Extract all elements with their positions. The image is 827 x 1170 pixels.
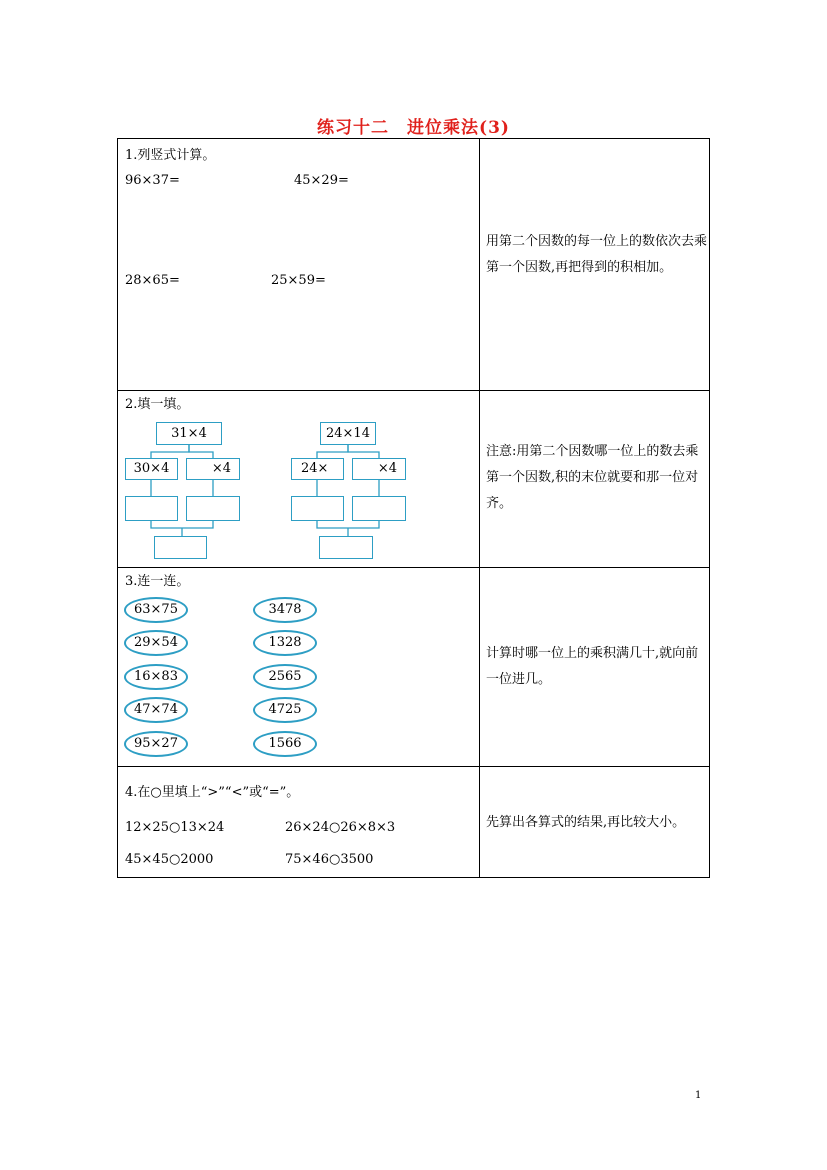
tree-1-answer-box-right[interactable] — [186, 496, 240, 521]
result-oval[interactable]: 4725 — [253, 697, 317, 723]
problem-45x29: 45×29= — [294, 173, 349, 188]
tree-1-answer-box-left[interactable] — [125, 496, 178, 521]
result-oval[interactable]: 2565 — [253, 664, 317, 690]
tree-1-right-box: ×4 — [186, 458, 240, 480]
section-3-heading: 3.连一连。 — [125, 574, 190, 589]
comparison-item: 12×25○13×24 — [125, 820, 225, 835]
result-oval[interactable]: 1566 — [253, 731, 317, 757]
tree-1-left-box: 30×4 — [125, 458, 178, 480]
tree-1-top-box: 31×4 — [156, 422, 222, 445]
tree-2-answer-box-total[interactable] — [319, 536, 373, 559]
problem-25x59: 25×59= — [271, 273, 326, 288]
section-1-note: 用第二个因数的每一位上的数依次去乘第一个因数,再把得到的积相加。 — [486, 234, 708, 275]
section-1-heading: 1.列竖式计算。 — [125, 148, 216, 163]
tree-2-top-box: 24×14 — [320, 422, 376, 445]
result-oval[interactable]: 1328 — [253, 630, 317, 656]
tree-1-answer-box-total[interactable] — [154, 536, 207, 559]
result-oval[interactable]: 3478 — [253, 597, 317, 623]
page-number: 1 — [695, 1090, 702, 1101]
section-2-heading: 2.填一填。 — [125, 397, 190, 412]
comparison-item: 26×24○26×8×3 — [285, 820, 396, 835]
comparison-item: 75×46○3500 — [285, 852, 374, 867]
page-title: 练习十二 进位乘法(3) — [317, 118, 510, 138]
row-divider — [118, 766, 709, 767]
tree-2-answer-box-left[interactable] — [291, 496, 344, 521]
tree-2-answer-box-right[interactable] — [352, 496, 406, 521]
section-4-note: 先算出各算式的结果,再比较大小。 — [486, 815, 686, 830]
problem-96x37: 96×37= — [125, 173, 180, 188]
exercise-table — [117, 138, 710, 878]
section-4-heading: 4.在○里填上“>”“<”或“=”。 — [125, 785, 300, 800]
comparison-item: 45×45○2000 — [125, 852, 214, 867]
problem-28x65: 28×65= — [125, 273, 180, 288]
expression-oval[interactable]: 16×83 — [124, 664, 188, 690]
section-2-note: 注意:用第二个因数哪一位上的数去乘第一个因数,积的末位就要和那一位对齐。 — [486, 444, 699, 511]
tree-2-right-box: ×4 — [352, 458, 406, 480]
expression-oval[interactable]: 29×54 — [124, 630, 188, 656]
expression-oval[interactable]: 47×74 — [124, 697, 188, 723]
expression-oval[interactable]: 95×27 — [124, 731, 188, 757]
row-divider — [118, 567, 709, 568]
expression-oval[interactable]: 63×75 — [124, 597, 188, 623]
tree-2-left-box: 24× — [291, 458, 344, 480]
section-3-note: 计算时哪一位上的乘积满几十,就向前一位进几。 — [486, 646, 699, 687]
